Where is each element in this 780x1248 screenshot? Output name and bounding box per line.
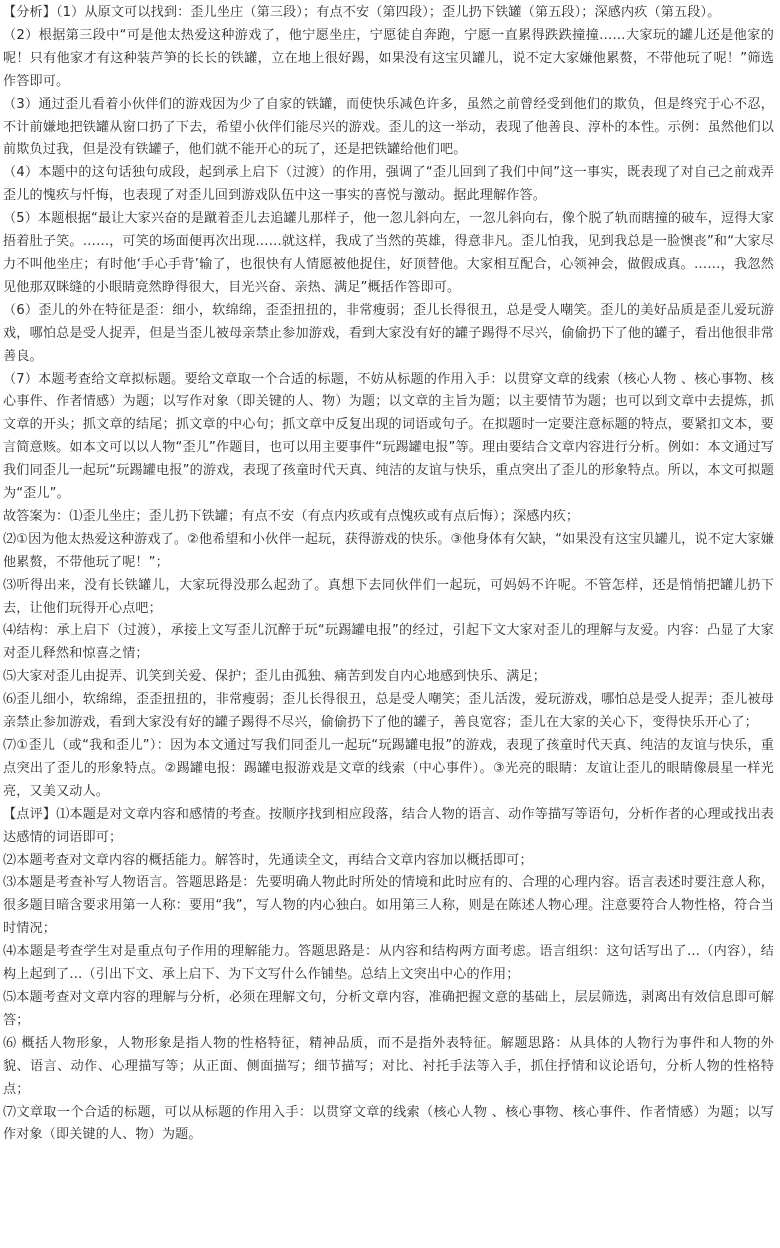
comment-paragraph-1	[3, 804, 774, 850]
analysis-label: 【分析】	[3, 5, 56, 20]
analysis-paragraph-5: （5）本题根据“最让大家兴奋的是蹴着歪儿去追罐儿那样子，他一忽儿斜向左，一忽儿斜向右，像个脱了轨而瞎撞的破车，逗得大家捂着肚子笑。……，可笑的场面便再次出现……就这样，我成了当然的英雄，得意非凡。歪儿怕我，见到我总是一脸懊丧”和“大家尽力不叫他坐庄；有时他‘手心手背’输了，也很快有人情愿被他捉住，好顶替他。大家相互配合，心领神会，做假成真。……，我忽然见他那双眯缝的小眼睛竟然睁得很大，目光兴奋、亲热、满足”概括作答即可。	[3, 211, 774, 295]
comment-paragraph-3: ⑶本题是考查补写人物语言。答题思路是：先要明确人物此时所处的情境和此时应有的、合理的心理内容。语言表述时要注意人称，很多题目暗含要求用第一人称：要用“我”，写人物的内心独白。如用第三人称，则是在陈述人物心理。注意要符合人物性格，符合当时情况；	[3, 875, 774, 937]
analysis-paragraph-7: （7）本题考查给文章拟标题。要给文章取一个合适的标题，不妨从标题的作用入手：以贯穿文章的线索（核心人物 、核心事物、核心事件、作者情感）为题；以写作对象（即关键的人、物）为题；以文章的主旨为题；以主要情节为题；也可以到文章中去提炼，抓文章的开头；抓文章的结尾；抓文章的中心句；抓文章中反复出现的词语或句子。在拟题时一定要注意标题的特点，要紧扣文本，要言简意赅。如本文可以以人物“歪儿”作题目，也可以用主要事件“玩踢罐电报”等。理由要结合文章内容进行分析。例如：本文通过写我们同歪儿一起玩“玩踢罐电报”的游戏，表现了孩童时代天真、纯洁的友谊与快乐，重点突出了歪儿的形象特点。所以，本文可拟题为“歪儿”。	[3, 371, 774, 502]
analysis-paragraph-4: （4）本题中的这句话独句成段，起到承上启下（过渡）的作用，强调了“歪儿回到了我们中间”这一事实，既表现了对自己之前戏弄歪儿的愧疚与忏悔，也表现了对歪儿回到游戏队伍中这一事实的喜悦与激动。据此理解作答。	[3, 165, 774, 204]
comment-label: 【点评】	[3, 806, 57, 822]
comment-paragraph-7: ⑺文章取一个合适的标题，可以从标题的作用入手：以贯穿文章的线索（核心人物 、核心事物、核心事件、作者情感）为题；以写作对象（即关键的人、物）为题。	[3, 1104, 774, 1143]
analysis-text-1: （1）从原文可以找到：歪儿坐庄（第三段）；有点不安（第四段）；歪儿扔下铁罐（第五段）；深感内疚（第五段）。	[55, 5, 721, 20]
analysis-paragraph-6: （6）歪儿的外在特征是歪：细小，软绵绵，歪歪扭扭的，非常瘦弱；歪儿长得很丑，总是受人嘲笑。歪儿的美好品质是歪儿爱玩游戏，哪怕总是受人捉弄，但是当歪儿被母亲禁止参加游戏，看到大家没有好的罐子踢得不尽兴，偷偷扔下了他的罐子，看出他很非常善良。	[3, 302, 774, 364]
answer-paragraph-4: ⑷结构：承上启下（过渡），承接上文写歪儿沉醉于玩“玩踢罐电报”的经过，引起下文大家对歪儿的理解与友爱。内容：凸显了大家对歪儿释然和惊喜之情；	[3, 623, 774, 662]
answer-paragraph-5: ⑸大家对歪儿由捉弄、讥笑到关爱、保护；歪儿由孤独、痛苦到发自内心地感到快乐、满足；	[3, 669, 546, 685]
comment-paragraph-5: ⑸本题考查对文章内容的理解与分析，必须在理解文句，分析文章内容，准确把握文意的基础上，层层筛选，剥离出有效信息即可解答；	[3, 989, 774, 1028]
answer-paragraph-6: ⑹歪儿细小，软绵绵，歪歪扭扭的，非常瘦弱；歪儿长得很丑，总是受人嘲笑；歪儿活泼，爱玩游戏，哪怕总是受人捉弄；歪儿被母亲禁止参加游戏，看到大家没有好的罐子踢得不尽兴，偷偷扔下了他的罐子，善良宽容；歪儿在大家的关心下，变得快乐开心了；	[3, 692, 774, 731]
comment-paragraph-4: ⑷本题是考查学生对是重点句子作用的理解能力。答题思路是：从内容和结构两方面考虑。语言组织：这句话写出了…（内容），结构上起到了…（引出下文、承上启下、为下文写什么作铺垫。总结上文突出中心的作用；	[3, 944, 774, 983]
answer-paragraph-3: ⑶听得出来，没有长铁罐儿，大家玩得没那么起劲了。真想下去同伙伴们一起玩，可妈妈不许呢。不管怎样，还是悄悄把罐儿扔下去，让他们玩得开心点吧；	[3, 577, 774, 616]
comment-paragraph-2: ⑵本题考查对文章内容的概括能力。解答时，先通读全文，再结合文章内容加以概括即可；	[3, 852, 533, 868]
comment-paragraph-6: ⑹ 概括人物形象，人物形象是指人物的性格特征，精神品质，而不是指外表特征。解题思路：从具体的人物行为事件和人物的外貌、语言、动作、心理描写等；从正面、侧面描写；细节描写；对比、衬托手法等入手，抓住抒情和议论语句，分析人物的性格特点；	[3, 1035, 774, 1097]
analysis-paragraph-2: （2）根据第三段中“可是他太热爱这种游戏了，他宁愿坐庄，宁愿徒自奔跑，宁愿一直累得跌跌撞撞……大家玩的罐儿还是他家的呢！只有他家才有这种装芦笋的长长的铁罐，立在地上很好踢，如果没有这宝贝罐儿，说不定大家嫌他累赘，不带他玩了呢！”筛选作答即可。	[3, 27, 774, 89]
answer-intro: 故答案为：⑴歪儿坐庄；歪儿扔下铁罐；有点不安（有点内疚或有点愧疚或有点后悔）；深感内疚；	[3, 508, 580, 524]
answer-paragraph-2: ⑵①因为他太热爱这种游戏了。②他希望和小伙伴一起玩，获得游戏的快乐。③他身体有欠缺，“如果没有这宝贝罐儿，说不定大家嫌他累赘，不带他玩了呢！”；	[3, 531, 775, 570]
analysis-paragraph-3: （3）通过歪儿看着小伙伴们的游戏因为少了自家的铁罐，而使快乐减色许多，虽然之前曾经受到他们的欺负，但是终究于心不忍，不计前嫌地把铁罐从窗口扔了下去，希望小伙伴们能尽兴的游戏。歪儿的这一举动，表现了他善良、淳朴的本性。示例：虽然他们以前欺负过我，但是没有铁罐子，他们就不能开心的玩了，还是把铁罐给他们吧。	[3, 96, 774, 158]
answer-paragraph-7: ⑺①歪儿（或“我和歪儿”）：因为本文通过写我们同歪儿一起玩“玩踢罐电报”的游戏，表现了孩童时代天真、纯洁的友谊与快乐，重点突出了歪儿的形象特点。②踢罐电报：踢罐电报游戏是文章的线索（中心事件）。③光亮的眼睛：友谊让歪儿的眼睛像晨星一样光亮，又美又动人。	[3, 738, 774, 799]
comment-text-1: ⑴本题是对文章内容和感情的考查。按顺序找到相应段落，结合人物的语言、动作等描写等语句，分析作者的心理或找出表达感情的词语即可；	[3, 806, 774, 845]
analysis-paragraph-1	[3, 2, 774, 25]
